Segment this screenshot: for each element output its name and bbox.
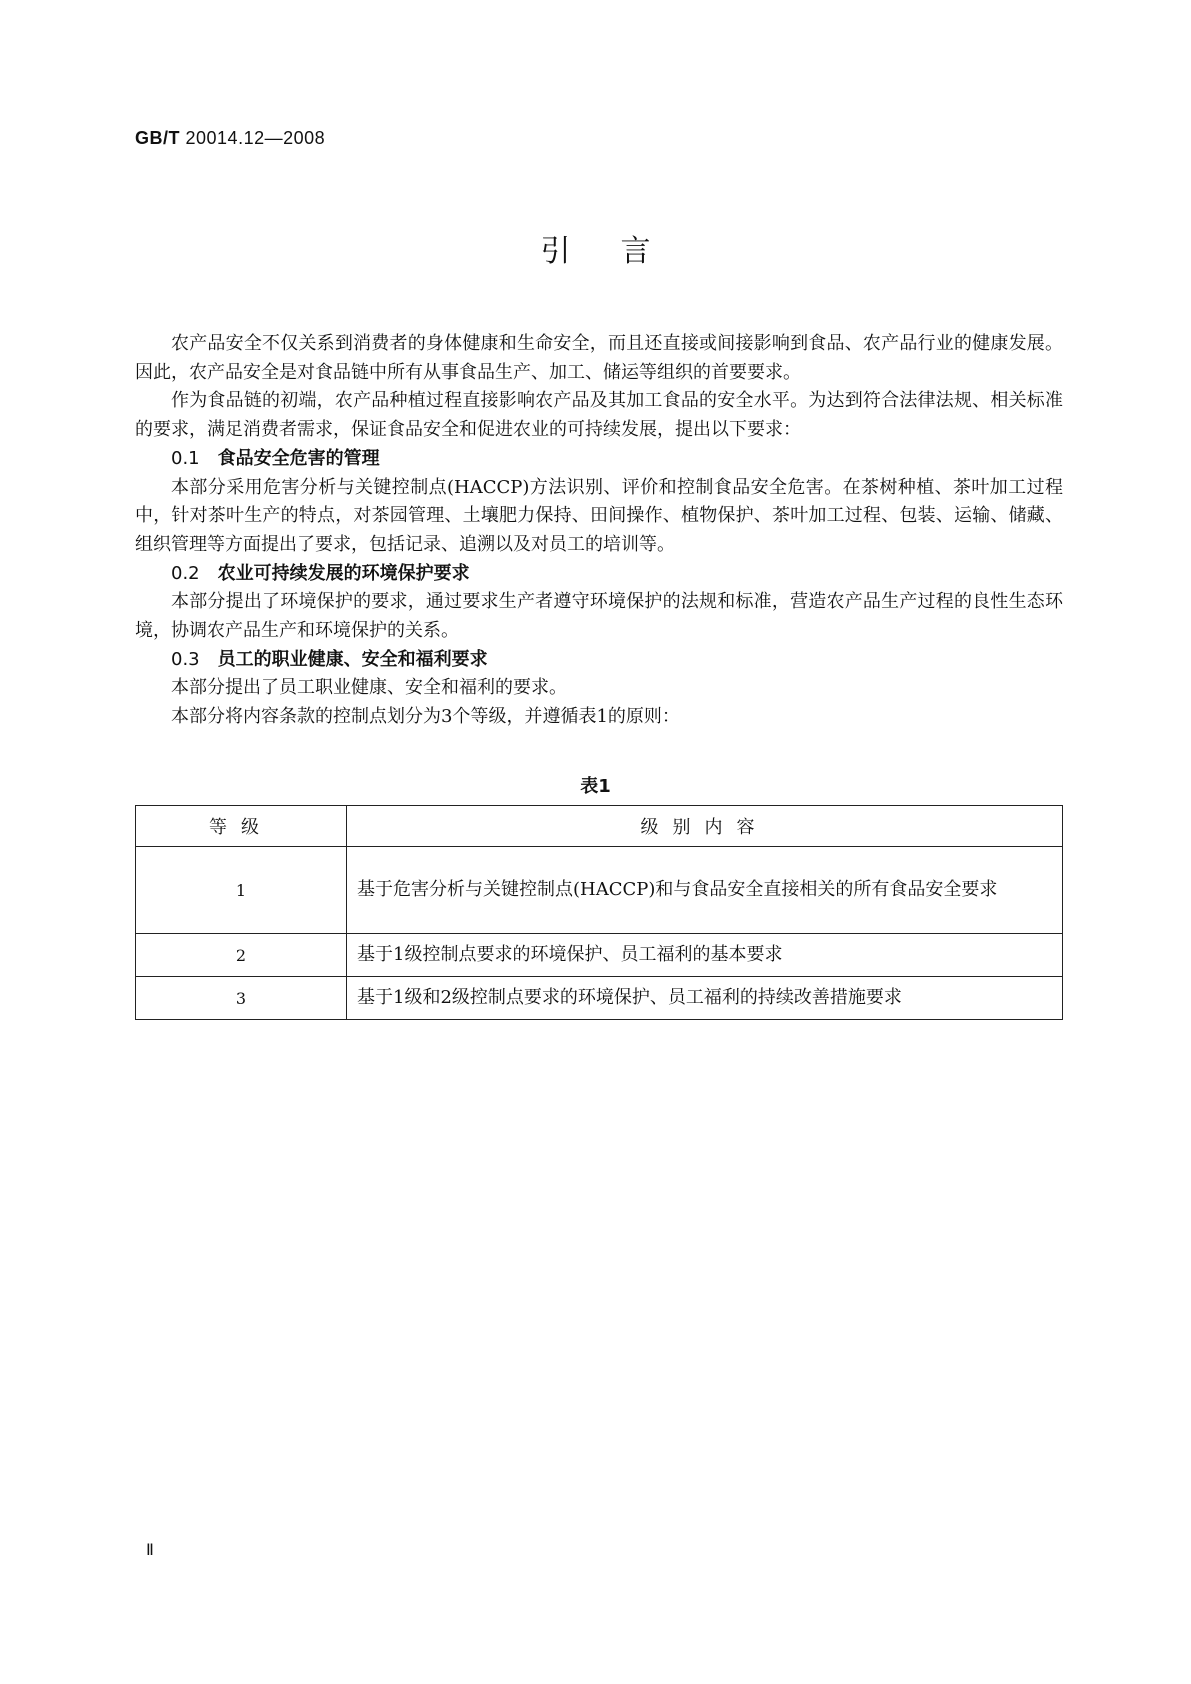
page-title: 引言 [540, 234, 701, 269]
grade-table [135, 805, 1063, 1020]
section-paragraph: 本部分采用危害分析与关键控制点(HACCP)方法识别、评价和控制食品安全危害。在茶树种植、茶叶加工过程中，针对茶叶生产的特点，对茶园管理、土壤肥力保持、田间操作、植物保护、茶叶加工过程、包装、运输、储藏、组织管理等方面提出了要求，包括记录、追溯以及对员工的培训等。 [135, 476, 1063, 555]
standard-prefix: GB/T [135, 128, 180, 148]
header-level: 等级 [136, 806, 347, 847]
section-heading [135, 445, 1063, 474]
content-cell: 基于危害分析与关键控制点(HACCP)和与食品安全直接相关的所有食品安全要求 [347, 847, 1063, 934]
table-intro: 本部分将内容条款的控制点划分为3个等级，并遵循表1的原则： [171, 706, 680, 728]
table-row [136, 934, 1063, 977]
header-content: 级别内容 [347, 806, 1063, 847]
level-cell: 1 [136, 847, 347, 934]
standard-code [135, 128, 325, 149]
section-paragraph: 本部分提出了员工职业健康、安全和福利的要求。 [171, 677, 567, 699]
section-title: 员工的职业健康、安全和福利要求 [217, 648, 488, 670]
section-heading [135, 646, 1063, 675]
standard-number: 20014.12—2008 [185, 128, 326, 148]
intro-paragraph: 作为食品链的初端，农产品种植过程直接影响农产品及其加工食品的安全水平。为达到符合法律法规、相关标准的要求，满足消费者需求，保证食品安全和促进农业的可持续发展，提出以下要求： [135, 390, 1063, 441]
content-cell: 基于1级和2级控制点要求的环境保护、员工福利的持续改善措施要求 [347, 977, 1063, 1020]
content-cell: 基于1级控制点要求的环境保护、员工福利的基本要求 [347, 934, 1063, 977]
table-row [136, 847, 1063, 934]
table-row [136, 977, 1063, 1020]
section-number: 0.3 [171, 648, 200, 670]
section-heading [135, 560, 1063, 589]
table-caption: 表1 [580, 776, 611, 797]
intro-paragraph: 农产品安全不仅关系到消费者的身体健康和生命安全，而且还直接或间接影响到食品、农产品行业的健康发展。因此，农产品安全是对食品链中所有从事食品生产、加工、储运等组织的首要要求。 [135, 333, 1063, 383]
section-title: 农业可持续发展的环境保护要求 [217, 562, 470, 584]
level-cell: 2 [136, 934, 347, 977]
section-paragraph: 本部分提出了环境保护的要求，通过要求生产者遵守环境保护的法规和标准，营造农产品生产过程的良性生态环境，协调农产品生产和环境保护的关系。 [135, 591, 1063, 642]
section-number: 0.2 [171, 562, 200, 584]
table-header-row [136, 806, 1063, 847]
document-body [135, 330, 1063, 732]
level-cell: 3 [136, 977, 347, 1020]
section-title: 食品安全危害的管理 [217, 447, 380, 469]
section-number: 0.1 [171, 447, 200, 469]
page-number: Ⅱ [146, 1542, 154, 1559]
